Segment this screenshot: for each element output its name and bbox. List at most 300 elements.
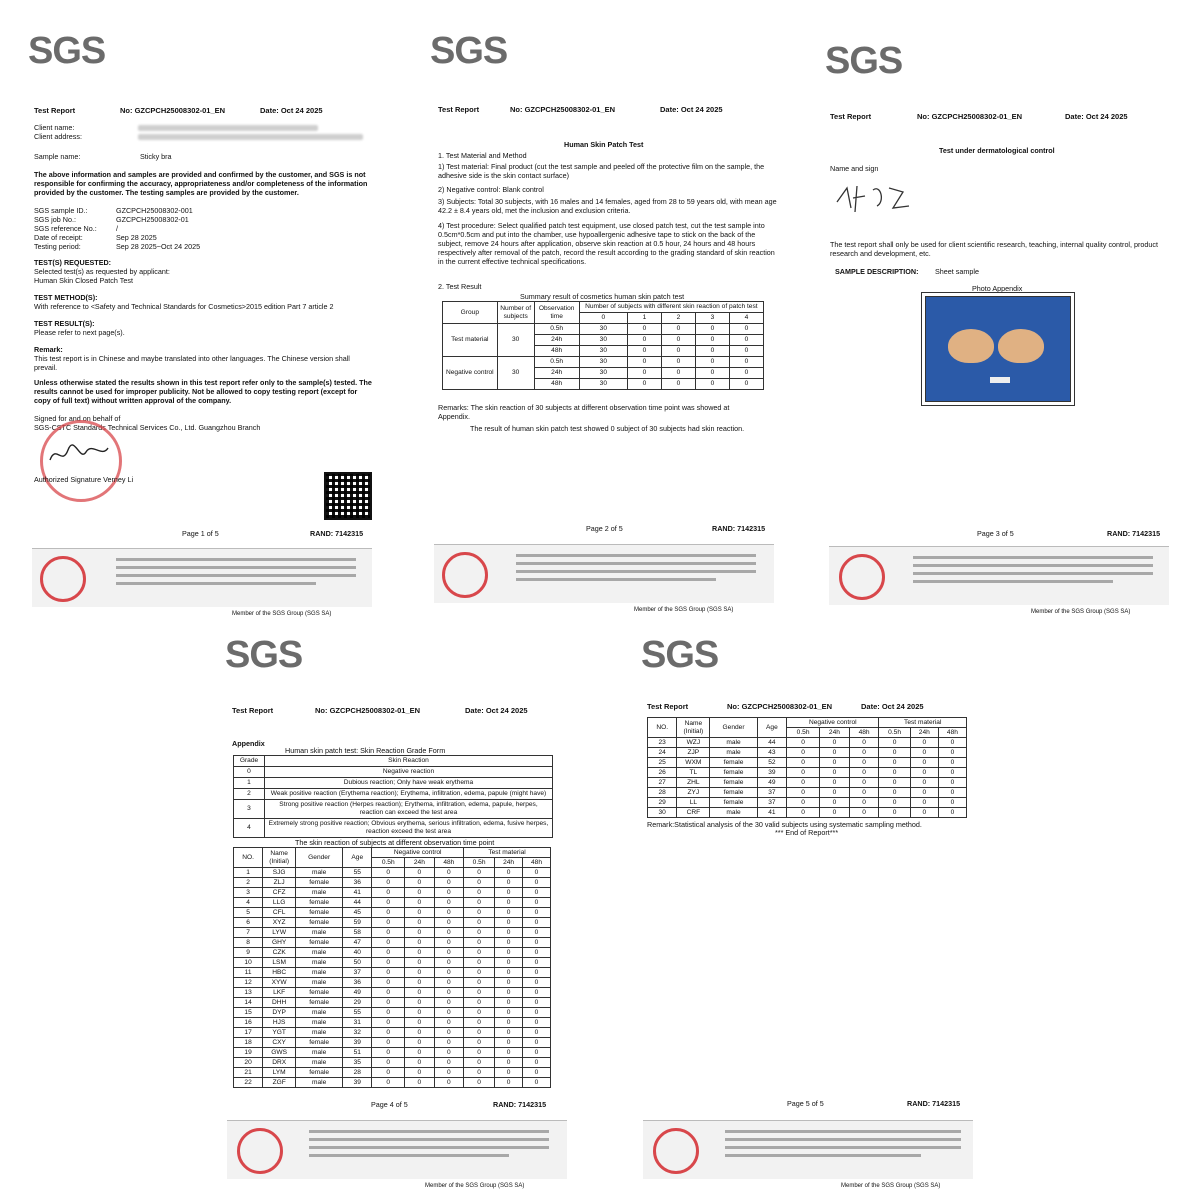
- group-count: 30: [497, 324, 534, 357]
- table-cell: 2: [234, 878, 263, 888]
- client-name-label: Client name:: [34, 123, 75, 132]
- reaction-cell: 0: [464, 978, 495, 988]
- reaction-cell: 0: [879, 788, 910, 798]
- grade-desc: Dubious reaction; Only have weak erythema: [265, 778, 553, 789]
- reaction-cell: 0: [523, 918, 551, 928]
- reaction-cell: 0: [464, 878, 495, 888]
- reaction-cell: 0: [405, 1058, 434, 1068]
- subject-table: [233, 847, 551, 1088]
- reaction-cell: 0: [879, 768, 910, 778]
- table-cell: WZJ: [677, 738, 710, 748]
- report-page-1: [20, 20, 380, 630]
- reaction-cell: 0: [372, 988, 405, 998]
- footer-fineprint: [116, 566, 356, 569]
- table-cell: 44: [343, 898, 372, 908]
- reaction-cell: 0: [405, 948, 434, 958]
- report-label: Test Report: [232, 706, 274, 715]
- col-header: Name (Initial): [263, 848, 296, 868]
- time-header: 0.5h: [372, 858, 405, 868]
- reaction-cell: 0: [523, 958, 551, 968]
- cell: 30: [579, 335, 627, 346]
- table-cell: 37: [757, 798, 786, 808]
- reaction-cell: 0: [910, 808, 938, 818]
- reaction-cell: 0: [464, 948, 495, 958]
- table-row: [234, 1038, 551, 1048]
- reaction-cell: 0: [879, 748, 910, 758]
- col-header: Test material: [879, 718, 967, 728]
- reaction-cell: 0: [405, 918, 434, 928]
- member-line: Member of the SGS Group (SGS SA): [232, 611, 332, 617]
- unless-notice: Unless otherwise stated the results shown in this test report refer only to the sample(s) tested. The results cannot be used for improper publicity. Not be allowed to copy testing report (except for copy of full text) without written approval of the company.: [34, 378, 372, 405]
- table-caption: Summary result of cosmetics human skin patch test: [520, 292, 685, 301]
- name-sign-label: Name and sign: [830, 164, 879, 173]
- table-cell: 14: [234, 998, 263, 1008]
- cell: 0: [729, 379, 763, 390]
- sgs-logo: SGS: [225, 634, 303, 676]
- table-cell: 59: [343, 918, 372, 928]
- conclusion: The result of human skin patch test showed 0 subject of 30 subjects had skin reaction.: [470, 424, 745, 433]
- table-cell: 10: [234, 958, 263, 968]
- table-row: [648, 798, 967, 808]
- reaction-cell: 0: [495, 978, 523, 988]
- grade-caption: Human skin patch test: Skin Reaction Grade Form: [285, 746, 446, 755]
- reaction-cell: 0: [820, 768, 850, 778]
- table-cell: 47: [343, 938, 372, 948]
- grade-cell: 0: [234, 767, 265, 778]
- cell: 0: [662, 368, 696, 379]
- table-cell: 9: [234, 948, 263, 958]
- reaction-cell: 0: [434, 918, 463, 928]
- table-row: [648, 748, 967, 758]
- page-number: Page 3 of 5: [977, 529, 1014, 538]
- table-cell: HBC: [263, 968, 296, 978]
- reaction-cell: 0: [372, 1028, 405, 1038]
- reaction-cell: 0: [495, 1078, 523, 1088]
- table-cell: male: [296, 1028, 343, 1038]
- grade-cell: 3: [234, 800, 265, 819]
- reaction-cell: 0: [495, 898, 523, 908]
- reaction-cell: 0: [495, 998, 523, 1008]
- reaction-cell: 0: [405, 1068, 434, 1078]
- reaction-cell: 0: [434, 998, 463, 1008]
- reaction-cell: 0: [434, 908, 463, 918]
- cell: 0: [729, 368, 763, 379]
- cell: 0: [662, 324, 696, 335]
- table-cell: 40: [343, 948, 372, 958]
- signed-line: Signed for and on behalf of: [34, 414, 121, 423]
- grade-desc: Weak positive reaction (Erythema reaction); Erythema, infiltration, edema, papule (might have): [265, 789, 553, 800]
- reaction-cell: 0: [495, 968, 523, 978]
- report-number: No: GZCPCH25008302-01_EN: [510, 105, 616, 114]
- reaction-cell: 0: [849, 748, 879, 758]
- report-date: Date: Oct 24 2025: [465, 706, 528, 715]
- reaction-cell: 0: [464, 1068, 495, 1078]
- reaction-cell: 0: [464, 898, 495, 908]
- time-header: 0.5h: [464, 858, 495, 868]
- footer-seal: [839, 554, 885, 600]
- reaction-cell: 0: [405, 958, 434, 968]
- table-cell: TL: [677, 768, 710, 778]
- end-of-report: *** End of Report***: [775, 828, 839, 837]
- table-row: [648, 788, 967, 798]
- table-cell: male: [296, 928, 343, 938]
- table-cell: 5: [234, 908, 263, 918]
- table-row: [234, 938, 551, 948]
- reaction-cell: 0: [372, 1018, 405, 1028]
- time-header: 24h: [405, 858, 434, 868]
- reaction-cell: 0: [405, 1008, 434, 1018]
- table-cell: 37: [757, 788, 786, 798]
- reaction-cell: 0: [464, 988, 495, 998]
- reaction-cell: 0: [434, 1048, 463, 1058]
- reaction-cell: 0: [372, 978, 405, 988]
- table-cell: 16: [234, 1018, 263, 1028]
- reaction-cell: 0: [434, 938, 463, 948]
- reaction-cell: 0: [372, 968, 405, 978]
- grade-header: 3: [695, 313, 729, 324]
- table-cell: 49: [757, 778, 786, 788]
- table-cell: male: [296, 888, 343, 898]
- table-cell: 6: [234, 918, 263, 928]
- reaction-cell: 0: [523, 948, 551, 958]
- table-cell: 29: [648, 798, 677, 808]
- table-row: [234, 928, 551, 938]
- reaction-cell: 0: [910, 778, 938, 788]
- page-number: Page 4 of 5: [371, 1100, 408, 1109]
- grade-header: Grade: [234, 756, 265, 767]
- reaction-cell: 0: [372, 908, 405, 918]
- reaction-cell: 0: [405, 888, 434, 898]
- reaction-cell: 0: [372, 938, 405, 948]
- qr-code: [324, 472, 372, 520]
- cell: 0: [729, 357, 763, 368]
- reaction-cell: 0: [372, 888, 405, 898]
- table-cell: CFZ: [263, 888, 296, 898]
- footer-fineprint: [309, 1146, 549, 1149]
- method-item: 1. Test Material and Method: [438, 151, 527, 160]
- reaction-cell: 0: [495, 1018, 523, 1028]
- reaction-cell: 0: [820, 798, 850, 808]
- reaction-cell: 0: [910, 798, 938, 808]
- col-header: Gender: [296, 848, 343, 868]
- table-cell: XYZ: [263, 918, 296, 928]
- reaction-cell: 0: [495, 918, 523, 928]
- sample-desc-label: SAMPLE DESCRIPTION:: [835, 267, 919, 276]
- table-cell: female: [710, 798, 757, 808]
- reaction-cell: 0: [938, 778, 966, 788]
- reaction-cell: 0: [523, 878, 551, 888]
- remarks: Remarks: The skin reaction of 30 subjects at different observation time point was showed at Appendix.: [438, 403, 730, 421]
- col-header: Negative control: [372, 848, 464, 858]
- col-header: Negative control: [787, 718, 879, 728]
- time-header: 48h: [938, 728, 966, 738]
- cell: 0: [628, 368, 662, 379]
- report-date: Date: Oct 24 2025: [260, 106, 323, 115]
- report-page-3: [815, 30, 1185, 630]
- table-cell: DRX: [263, 1058, 296, 1068]
- table-cell: 12: [234, 978, 263, 988]
- subject-table: [647, 717, 967, 818]
- field-label: SGS job No.:: [34, 215, 76, 224]
- report-number: No: GZCPCH25008302-01_EN: [315, 706, 421, 715]
- statistical-remark: Remark:Statistical analysis of the 30 valid subjects using systematic sampling method.: [647, 820, 922, 829]
- table-cell: DHH: [263, 998, 296, 1008]
- sample-desc: Sheet sample: [935, 267, 979, 276]
- reaction-cell: 0: [495, 1038, 523, 1048]
- reaction-cell: 0: [372, 948, 405, 958]
- table-cell: 29: [343, 998, 372, 1008]
- report-number: No: GZCPCH25008302-01_EN: [727, 702, 833, 711]
- cell: 30: [579, 324, 627, 335]
- remark-heading: Remark:: [34, 345, 63, 354]
- time-header: 24h: [495, 858, 523, 868]
- time-header: 0.5h: [787, 728, 820, 738]
- reaction-cell: 0: [434, 968, 463, 978]
- table-row: [648, 738, 967, 748]
- footer-fineprint: [725, 1138, 961, 1141]
- field-value: /: [116, 224, 118, 233]
- sample-name-label: Sample name:: [34, 152, 81, 161]
- reaction-cell: 0: [372, 1068, 405, 1078]
- reaction-cell: 0: [938, 758, 966, 768]
- reaction-cell: 0: [495, 878, 523, 888]
- table-row: [234, 1068, 551, 1078]
- field-label: Date of receipt:: [34, 233, 83, 242]
- reaction-cell: 0: [523, 938, 551, 948]
- client-address-label: Client address:: [34, 132, 82, 141]
- reaction-cell: 0: [434, 1008, 463, 1018]
- grade-desc: Negative reaction: [265, 767, 553, 778]
- reaction-cell: 0: [405, 978, 434, 988]
- reaction-cell: 0: [879, 738, 910, 748]
- table-cell: 32: [343, 1028, 372, 1038]
- cell: 30: [579, 357, 627, 368]
- cell: 0: [695, 335, 729, 346]
- table-cell: male: [710, 738, 757, 748]
- report-date: Date: Oct 24 2025: [1065, 112, 1128, 121]
- reaction-cell: 0: [495, 988, 523, 998]
- reaction-cell: 0: [434, 948, 463, 958]
- reaction-cell: 0: [820, 788, 850, 798]
- table-cell: XYW: [263, 978, 296, 988]
- reaction-cell: 0: [495, 1068, 523, 1078]
- sample-label: [990, 377, 1010, 383]
- reaction-cell: 0: [910, 768, 938, 778]
- reaction-cell: 0: [372, 1038, 405, 1048]
- reaction-cell: 0: [523, 908, 551, 918]
- reaction-cell: 0: [434, 1038, 463, 1048]
- reaction-cell: 0: [464, 1048, 495, 1058]
- reaction-cell: 0: [434, 928, 463, 938]
- report-date: Date: Oct 24 2025: [861, 702, 924, 711]
- reaction-cell: 0: [787, 768, 820, 778]
- reaction-cell: 0: [910, 748, 938, 758]
- col-header: NO.: [234, 848, 263, 868]
- reaction-cell: 0: [523, 1058, 551, 1068]
- cell: 0: [695, 346, 729, 357]
- reaction-cell: 0: [820, 808, 850, 818]
- method-item: 2. Test Result: [438, 282, 482, 291]
- table-cell: 39: [343, 1038, 372, 1048]
- reaction-cell: 0: [938, 808, 966, 818]
- report-label: Test Report: [438, 105, 480, 114]
- reaction-cell: 0: [372, 1008, 405, 1018]
- report-label: Test Report: [830, 112, 872, 121]
- reaction-cell: 0: [523, 998, 551, 1008]
- reaction-cell: 0: [434, 868, 463, 878]
- col-header: Test material: [464, 848, 551, 858]
- footer-fineprint: [516, 554, 756, 557]
- method-item: 2) Negative control: Blank control: [438, 185, 544, 194]
- grade-desc: Strong positive reaction (Herpes reaction); Erythema, infiltration, edema, papule, herpes, reaction can exceed the test area: [265, 800, 553, 819]
- reaction-cell: 0: [910, 738, 938, 748]
- reaction-cell: 0: [464, 1028, 495, 1038]
- table-cell: female: [296, 918, 343, 928]
- reaction-cell: 0: [849, 768, 879, 778]
- reaction-cell: 0: [849, 738, 879, 748]
- footer-fineprint: [725, 1146, 961, 1149]
- table-cell: 52: [757, 758, 786, 768]
- table-cell: male: [296, 1018, 343, 1028]
- group-name: Negative control: [443, 357, 498, 390]
- table-cell: LYM: [263, 1068, 296, 1078]
- reaction-cell: 0: [434, 878, 463, 888]
- reaction-cell: 0: [405, 868, 434, 878]
- bra-cup-left: [948, 329, 994, 363]
- table-cell: LL: [677, 798, 710, 808]
- reaction-cell: 0: [405, 878, 434, 888]
- report-page-5: [635, 630, 985, 1195]
- table-cell: female: [296, 898, 343, 908]
- table-cell: male: [296, 1078, 343, 1088]
- reaction-cell: 0: [405, 968, 434, 978]
- table-cell: female: [296, 1038, 343, 1048]
- rand-code: RAND: 7142315: [712, 524, 766, 533]
- table-cell: LSM: [263, 958, 296, 968]
- table-cell: 11: [234, 968, 263, 978]
- cell: 24h: [534, 368, 579, 379]
- table-cell: male: [710, 748, 757, 758]
- table-cell: 18: [234, 1038, 263, 1048]
- reaction-cell: 0: [434, 1068, 463, 1078]
- cell: 0: [695, 379, 729, 390]
- reaction-cell: 0: [405, 938, 434, 948]
- footer-fineprint: [913, 580, 1113, 583]
- grade-header: 0: [579, 313, 627, 324]
- table-row: [234, 898, 551, 908]
- cell: 0: [662, 346, 696, 357]
- table-row: [234, 1008, 551, 1018]
- table-cell: LLG: [263, 898, 296, 908]
- table-cell: female: [710, 768, 757, 778]
- reaction-cell: 0: [464, 958, 495, 968]
- rand-code: RAND: 7142315: [310, 529, 364, 538]
- field-label: SGS reference No.:: [34, 224, 97, 233]
- client-name-redacted: [138, 125, 318, 131]
- footer-seal: [40, 556, 86, 602]
- reaction-cell: 0: [464, 938, 495, 948]
- table-cell: 36: [343, 878, 372, 888]
- table-cell: 4: [234, 898, 263, 908]
- table-cell: female: [296, 938, 343, 948]
- table-cell: 55: [343, 1008, 372, 1018]
- reaction-cell: 0: [523, 968, 551, 978]
- reaction-cell: 0: [495, 868, 523, 878]
- table-cell: 21: [234, 1068, 263, 1078]
- table-cell: 25: [648, 758, 677, 768]
- signature-image: [46, 440, 126, 470]
- method-item: 1) Test material: Final product (cut the test sample and peeled off the protective film on the sample, the adhesive side is the skin contact surface): [438, 162, 765, 180]
- table-cell: male: [296, 1008, 343, 1018]
- table-cell: male: [296, 868, 343, 878]
- reaction-cell: 0: [820, 758, 850, 768]
- cell: 0: [729, 346, 763, 357]
- report-label: Test Report: [647, 702, 689, 711]
- result-text: Please refer to next page(s).: [34, 328, 125, 337]
- photo-caption: Photo Appendix: [972, 284, 1023, 293]
- table-cell: CZK: [263, 948, 296, 958]
- section-title: Human Skin Patch Test: [564, 140, 644, 149]
- cell: 0: [662, 379, 696, 390]
- table-cell: male: [296, 968, 343, 978]
- reaction-cell: 0: [820, 738, 850, 748]
- reaction-cell: 0: [523, 1018, 551, 1028]
- reaction-cell: 0: [464, 1038, 495, 1048]
- reaction-cell: 0: [434, 1058, 463, 1068]
- grade-cell: 2: [234, 789, 265, 800]
- footer-fineprint: [725, 1154, 921, 1157]
- time-header: 48h: [523, 858, 551, 868]
- table-cell: SJG: [263, 868, 296, 878]
- reaction-cell: 0: [372, 998, 405, 1008]
- table-cell: 58: [343, 928, 372, 938]
- reaction-cell: 0: [495, 1008, 523, 1018]
- table-row: [234, 988, 551, 998]
- rand-code: RAND: 7142315: [907, 1099, 961, 1108]
- reaction-cell: 0: [495, 1058, 523, 1068]
- table-cell: 8: [234, 938, 263, 948]
- cell: 0: [628, 357, 662, 368]
- report-date: Date: Oct 24 2025: [660, 105, 723, 114]
- result-heading: TEST RESULT(S):: [34, 319, 95, 328]
- reaction-cell: 0: [372, 1058, 405, 1068]
- report-label: Test Report: [34, 106, 76, 115]
- table-cell: 7: [234, 928, 263, 938]
- footer-fineprint: [725, 1130, 961, 1133]
- sgs-logo: SGS: [430, 30, 508, 72]
- reaction-cell: 0: [495, 938, 523, 948]
- cell: 0: [662, 335, 696, 346]
- sgs-logo: SGS: [641, 634, 719, 676]
- reaction-cell: 0: [849, 808, 879, 818]
- reaction-cell: 0: [495, 928, 523, 938]
- reaction-cell: 0: [523, 988, 551, 998]
- reaction-cell: 0: [938, 768, 966, 778]
- time-header: 24h: [820, 728, 850, 738]
- reaction-cell: 0: [405, 898, 434, 908]
- reaction-cell: 0: [523, 1038, 551, 1048]
- footer-fineprint: [913, 556, 1153, 559]
- cell: 0: [729, 335, 763, 346]
- rand-code: RAND: 7142315: [1107, 529, 1161, 538]
- table-cell: male: [296, 1048, 343, 1058]
- table-cell: 49: [343, 988, 372, 998]
- table-cell: HJS: [263, 1018, 296, 1028]
- footer-fineprint: [516, 570, 756, 573]
- cell: 30: [579, 346, 627, 357]
- reaction-cell: 0: [464, 908, 495, 918]
- table-cell: male: [296, 978, 343, 988]
